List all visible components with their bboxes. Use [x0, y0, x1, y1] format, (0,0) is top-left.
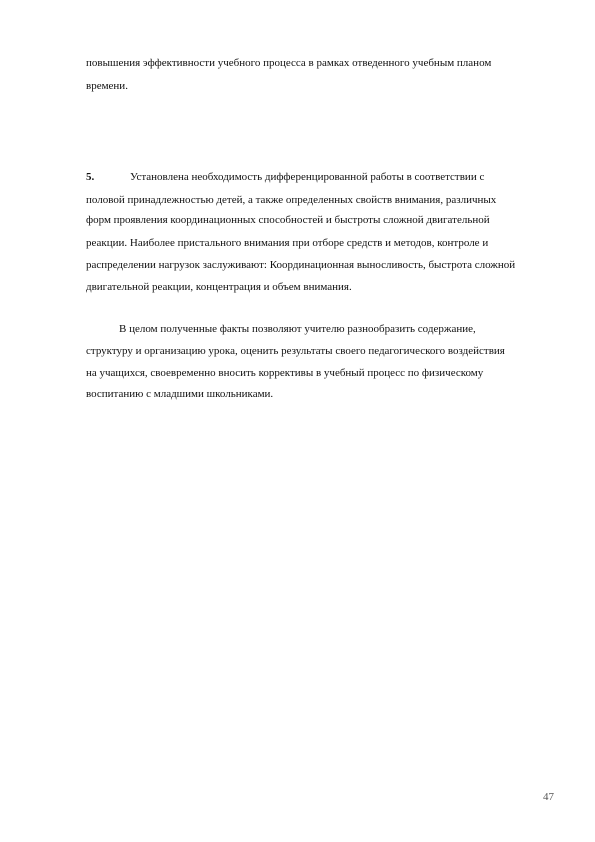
text-line: на учащихся, своевременно вносить коррективы в учебный процесс по физическому: [86, 367, 484, 379]
page-number: 47: [543, 791, 554, 803]
text-line: В целом полученные факты позволяют учителю разнообразить содержание,: [119, 323, 476, 335]
text-line: воспитанию с младшими школьниками.: [86, 388, 274, 400]
text-line: форм проявления координационных способностей и быстроты сложной двигательной: [86, 214, 490, 226]
text-line: двигательной реакции, концентрация и объем внимания.: [86, 281, 352, 293]
text-line: половой принадлежностью детей, а также определенных свойств внимания, различных: [86, 194, 497, 206]
text-line: реакции. Наиболее пристального внимания при отборе средств и методов, контроле и: [86, 237, 489, 249]
text-line: повышения эффективности учебного процесса в рамках отведенного учебным планом: [86, 57, 492, 69]
paragraph-number: 5.: [86, 171, 95, 183]
text-line: Установлена необходимость дифференцированной работы в соответствии с: [130, 171, 485, 183]
text-line: структуру и организацию урока, оценить результаты своего педагогического воздействия: [86, 345, 505, 357]
text-line: распределении нагрузок заслуживают: Координационная выносливость, быстрота сложной: [86, 259, 516, 271]
text-line: времени.: [86, 80, 128, 92]
